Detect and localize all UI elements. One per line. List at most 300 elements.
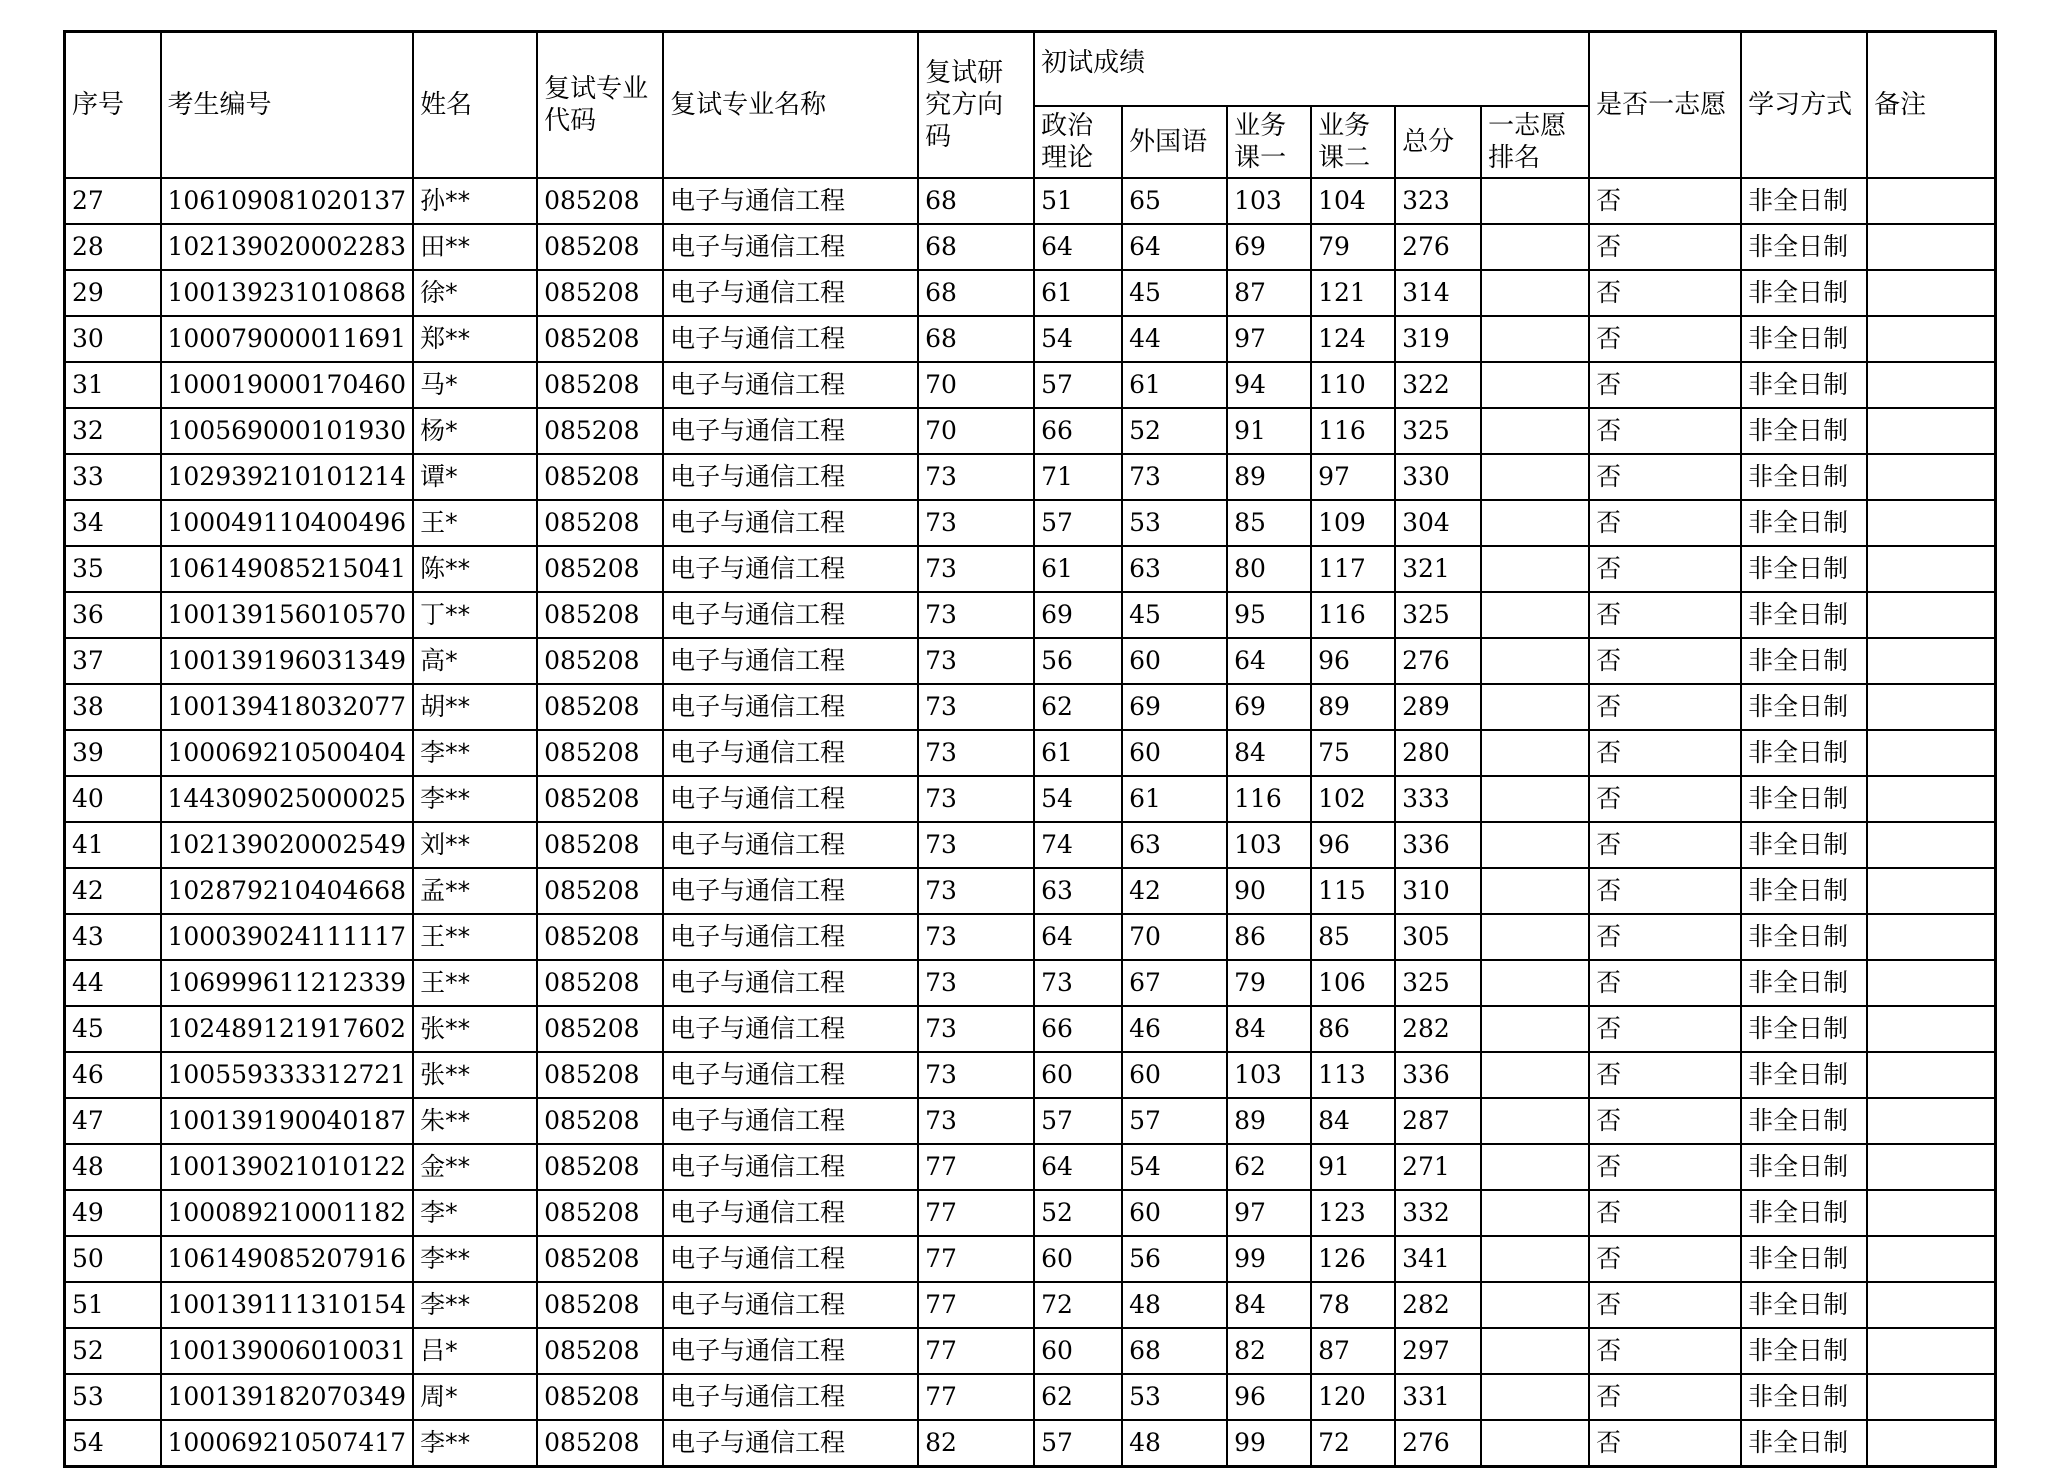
cell-is-first-choice: 否 xyxy=(1589,914,1741,960)
cell-direction-code: 77 xyxy=(918,1236,1034,1282)
cell-major-code: 085208 xyxy=(537,822,663,868)
cell-course1: 80 xyxy=(1227,546,1311,592)
cell-course1: 116 xyxy=(1227,776,1311,822)
cell-remarks xyxy=(1867,224,1995,270)
cell-total: 332 xyxy=(1395,1190,1481,1236)
cell-seq: 30 xyxy=(65,316,161,362)
cell-total: 310 xyxy=(1395,868,1481,914)
cell-exam-id: 102939210101214 xyxy=(161,454,414,500)
cell-name: 李** xyxy=(413,1420,537,1467)
cell-course2: 106 xyxy=(1311,960,1395,1006)
cell-total: 325 xyxy=(1395,592,1481,638)
cell-name: 田** xyxy=(413,224,537,270)
cell-politics: 73 xyxy=(1034,960,1122,1006)
cell-seq: 47 xyxy=(65,1098,161,1144)
cell-is-first-choice: 否 xyxy=(1589,178,1741,224)
table-row xyxy=(65,822,1996,868)
cell-politics: 74 xyxy=(1034,822,1122,868)
cell-major-name: 电子与通信工程 xyxy=(663,270,918,316)
cell-study-mode: 非全日制 xyxy=(1741,454,1867,500)
cell-seq: 27 xyxy=(65,178,161,224)
cell-course2: 113 xyxy=(1311,1052,1395,1098)
cell-foreign-lang: 57 xyxy=(1122,1098,1227,1144)
cell-course1: 99 xyxy=(1227,1236,1311,1282)
cell-major-code: 085208 xyxy=(537,592,663,638)
cell-politics: 57 xyxy=(1034,1098,1122,1144)
cell-politics: 64 xyxy=(1034,1144,1122,1190)
cell-politics: 51 xyxy=(1034,178,1122,224)
cell-exam-id: 102489121917602 xyxy=(161,1006,414,1052)
header-seq: 序号 xyxy=(65,32,161,178)
score-table-container xyxy=(63,30,1997,1468)
cell-exam-id: 100039024111117 xyxy=(161,914,414,960)
cell-direction-code: 73 xyxy=(918,1098,1034,1144)
cell-major-code: 085208 xyxy=(537,546,663,592)
cell-study-mode: 非全日制 xyxy=(1741,224,1867,270)
cell-is-first-choice: 否 xyxy=(1589,1190,1741,1236)
table-row xyxy=(65,1374,1996,1420)
cell-exam-id: 100069210507417 xyxy=(161,1420,414,1467)
cell-course2: 86 xyxy=(1311,1006,1395,1052)
cell-course1: 89 xyxy=(1227,1098,1311,1144)
cell-total: 280 xyxy=(1395,730,1481,776)
cell-first-choice-rank xyxy=(1481,868,1589,914)
cell-politics: 66 xyxy=(1034,1006,1122,1052)
cell-major-code: 085208 xyxy=(537,454,663,500)
cell-is-first-choice: 否 xyxy=(1589,270,1741,316)
cell-name: 金** xyxy=(413,1144,537,1190)
cell-foreign-lang: 56 xyxy=(1122,1236,1227,1282)
cell-name: 李** xyxy=(413,1236,537,1282)
cell-seq: 44 xyxy=(65,960,161,1006)
cell-politics: 57 xyxy=(1034,500,1122,546)
cell-major-code: 085208 xyxy=(537,914,663,960)
cell-major-name: 电子与通信工程 xyxy=(663,1144,918,1190)
cell-remarks xyxy=(1867,1006,1995,1052)
cell-remarks xyxy=(1867,1052,1995,1098)
cell-major-code: 085208 xyxy=(537,1420,663,1467)
table-row xyxy=(65,1144,1996,1190)
cell-name: 孙** xyxy=(413,178,537,224)
cell-direction-code: 73 xyxy=(918,454,1034,500)
cell-politics: 62 xyxy=(1034,684,1122,730)
cell-first-choice-rank xyxy=(1481,362,1589,408)
cell-major-name: 电子与通信工程 xyxy=(663,408,918,454)
cell-name: 孟** xyxy=(413,868,537,914)
cell-study-mode: 非全日制 xyxy=(1741,1374,1867,1420)
header-name: 姓名 xyxy=(413,32,537,178)
cell-first-choice-rank xyxy=(1481,1236,1589,1282)
cell-course1: 99 xyxy=(1227,1420,1311,1467)
cell-politics: 56 xyxy=(1034,638,1122,684)
table-row xyxy=(65,1098,1996,1144)
header-exam-id: 考生编号 xyxy=(161,32,414,178)
cell-major-name: 电子与通信工程 xyxy=(663,1328,918,1374)
cell-politics: 54 xyxy=(1034,776,1122,822)
cell-seq: 40 xyxy=(65,776,161,822)
table-body xyxy=(65,178,1996,1467)
cell-seq: 29 xyxy=(65,270,161,316)
cell-exam-id: 102879210404668 xyxy=(161,868,414,914)
cell-is-first-choice: 否 xyxy=(1589,1282,1741,1328)
cell-name: 谭* xyxy=(413,454,537,500)
cell-course2: 124 xyxy=(1311,316,1395,362)
header-remarks: 备注 xyxy=(1867,32,1995,178)
cell-major-name: 电子与通信工程 xyxy=(663,546,918,592)
cell-seq: 51 xyxy=(65,1282,161,1328)
cell-major-name: 电子与通信工程 xyxy=(663,1374,918,1420)
table-row xyxy=(65,730,1996,776)
cell-exam-id: 100139196031349 xyxy=(161,638,414,684)
cell-total: 325 xyxy=(1395,960,1481,1006)
cell-foreign-lang: 60 xyxy=(1122,1052,1227,1098)
table-row xyxy=(65,776,1996,822)
cell-course2: 87 xyxy=(1311,1328,1395,1374)
cell-study-mode: 非全日制 xyxy=(1741,1098,1867,1144)
table-row xyxy=(65,960,1996,1006)
cell-seq: 53 xyxy=(65,1374,161,1420)
cell-major-name: 电子与通信工程 xyxy=(663,776,918,822)
cell-study-mode: 非全日制 xyxy=(1741,822,1867,868)
cell-course1: 85 xyxy=(1227,500,1311,546)
cell-study-mode: 非全日制 xyxy=(1741,1006,1867,1052)
cell-politics: 60 xyxy=(1034,1052,1122,1098)
table-row xyxy=(65,1328,1996,1374)
cell-study-mode: 非全日制 xyxy=(1741,362,1867,408)
cell-foreign-lang: 53 xyxy=(1122,500,1227,546)
cell-total: 323 xyxy=(1395,178,1481,224)
cell-first-choice-rank xyxy=(1481,822,1589,868)
cell-total: 282 xyxy=(1395,1282,1481,1328)
cell-direction-code: 73 xyxy=(918,822,1034,868)
cell-foreign-lang: 60 xyxy=(1122,730,1227,776)
cell-course2: 96 xyxy=(1311,822,1395,868)
cell-first-choice-rank xyxy=(1481,914,1589,960)
cell-name: 张** xyxy=(413,1052,537,1098)
cell-is-first-choice: 否 xyxy=(1589,1006,1741,1052)
cell-remarks xyxy=(1867,546,1995,592)
header-course1: 业务课一 xyxy=(1227,106,1311,178)
cell-exam-id: 100139156010570 xyxy=(161,592,414,638)
cell-major-code: 085208 xyxy=(537,1282,663,1328)
cell-course1: 82 xyxy=(1227,1328,1311,1374)
header-direction-code: 复试研究方向码 xyxy=(918,32,1034,178)
cell-study-mode: 非全日制 xyxy=(1741,1236,1867,1282)
cell-name: 李** xyxy=(413,1282,537,1328)
cell-foreign-lang: 67 xyxy=(1122,960,1227,1006)
cell-major-name: 电子与通信工程 xyxy=(663,1006,918,1052)
cell-remarks xyxy=(1867,454,1995,500)
cell-seq: 37 xyxy=(65,638,161,684)
cell-major-code: 085208 xyxy=(537,408,663,454)
cell-politics: 57 xyxy=(1034,362,1122,408)
cell-major-code: 085208 xyxy=(537,1328,663,1374)
cell-total: 341 xyxy=(1395,1236,1481,1282)
cell-is-first-choice: 否 xyxy=(1589,592,1741,638)
cell-is-first-choice: 否 xyxy=(1589,1374,1741,1420)
cell-total: 282 xyxy=(1395,1006,1481,1052)
cell-name: 王* xyxy=(413,500,537,546)
cell-exam-id: 100139006010031 xyxy=(161,1328,414,1374)
cell-is-first-choice: 否 xyxy=(1589,500,1741,546)
cell-major-name: 电子与通信工程 xyxy=(663,1098,918,1144)
cell-foreign-lang: 60 xyxy=(1122,1190,1227,1236)
cell-course2: 120 xyxy=(1311,1374,1395,1420)
cell-exam-id: 100019000170460 xyxy=(161,362,414,408)
cell-seq: 52 xyxy=(65,1328,161,1374)
cell-first-choice-rank xyxy=(1481,684,1589,730)
cell-name: 吕* xyxy=(413,1328,537,1374)
cell-total: 321 xyxy=(1395,546,1481,592)
cell-is-first-choice: 否 xyxy=(1589,316,1741,362)
cell-direction-code: 77 xyxy=(918,1282,1034,1328)
cell-foreign-lang: 65 xyxy=(1122,178,1227,224)
cell-is-first-choice: 否 xyxy=(1589,776,1741,822)
cell-name: 胡** xyxy=(413,684,537,730)
cell-major-name: 电子与通信工程 xyxy=(663,638,918,684)
cell-course1: 69 xyxy=(1227,684,1311,730)
cell-first-choice-rank xyxy=(1481,1144,1589,1190)
cell-first-choice-rank xyxy=(1481,500,1589,546)
cell-name: 王** xyxy=(413,914,537,960)
cell-foreign-lang: 42 xyxy=(1122,868,1227,914)
cell-course2: 102 xyxy=(1311,776,1395,822)
cell-first-choice-rank xyxy=(1481,592,1589,638)
cell-is-first-choice: 否 xyxy=(1589,960,1741,1006)
cell-seq: 50 xyxy=(65,1236,161,1282)
table-row xyxy=(65,592,1996,638)
cell-study-mode: 非全日制 xyxy=(1741,1420,1867,1467)
cell-major-code: 085208 xyxy=(537,638,663,684)
table-row xyxy=(65,1282,1996,1328)
cell-exam-id: 100079000011691 xyxy=(161,316,414,362)
cell-remarks xyxy=(1867,730,1995,776)
cell-total: 276 xyxy=(1395,224,1481,270)
cell-direction-code: 68 xyxy=(918,316,1034,362)
cell-seq: 34 xyxy=(65,500,161,546)
cell-total: 333 xyxy=(1395,776,1481,822)
cell-name: 陈** xyxy=(413,546,537,592)
cell-is-first-choice: 否 xyxy=(1589,362,1741,408)
cell-seq: 35 xyxy=(65,546,161,592)
table-row xyxy=(65,1006,1996,1052)
cell-is-first-choice: 否 xyxy=(1589,638,1741,684)
cell-direction-code: 68 xyxy=(918,224,1034,270)
cell-study-mode: 非全日制 xyxy=(1741,914,1867,960)
cell-course2: 84 xyxy=(1311,1098,1395,1144)
cell-remarks xyxy=(1867,684,1995,730)
cell-study-mode: 非全日制 xyxy=(1741,178,1867,224)
cell-major-name: 电子与通信工程 xyxy=(663,592,918,638)
cell-course2: 109 xyxy=(1311,500,1395,546)
cell-seq: 39 xyxy=(65,730,161,776)
cell-major-code: 085208 xyxy=(537,1098,663,1144)
cell-name: 徐* xyxy=(413,270,537,316)
cell-first-choice-rank xyxy=(1481,1006,1589,1052)
cell-study-mode: 非全日制 xyxy=(1741,1328,1867,1374)
cell-name: 郑** xyxy=(413,316,537,362)
cell-total: 322 xyxy=(1395,362,1481,408)
cell-course2: 79 xyxy=(1311,224,1395,270)
cell-politics: 62 xyxy=(1034,1374,1122,1420)
cell-seq: 32 xyxy=(65,408,161,454)
cell-remarks xyxy=(1867,1190,1995,1236)
cell-first-choice-rank xyxy=(1481,224,1589,270)
header-is-first-choice: 是否一志愿 xyxy=(1589,32,1741,178)
cell-is-first-choice: 否 xyxy=(1589,822,1741,868)
cell-total: 314 xyxy=(1395,270,1481,316)
cell-direction-code: 73 xyxy=(918,1006,1034,1052)
cell-course1: 84 xyxy=(1227,1006,1311,1052)
header-total: 总分 xyxy=(1395,106,1481,178)
cell-major-code: 085208 xyxy=(537,1006,663,1052)
cell-politics: 66 xyxy=(1034,408,1122,454)
cell-seq: 45 xyxy=(65,1006,161,1052)
cell-major-code: 085208 xyxy=(537,868,663,914)
cell-major-code: 085208 xyxy=(537,684,663,730)
cell-is-first-choice: 否 xyxy=(1589,1144,1741,1190)
cell-is-first-choice: 否 xyxy=(1589,1098,1741,1144)
cell-total: 331 xyxy=(1395,1374,1481,1420)
cell-course1: 96 xyxy=(1227,1374,1311,1420)
cell-exam-id: 100569000101930 xyxy=(161,408,414,454)
cell-seq: 28 xyxy=(65,224,161,270)
cell-direction-code: 77 xyxy=(918,1328,1034,1374)
header-major-name: 复试专业名称 xyxy=(663,32,918,178)
cell-course1: 103 xyxy=(1227,178,1311,224)
table-row xyxy=(65,1236,1996,1282)
cell-course1: 103 xyxy=(1227,822,1311,868)
cell-study-mode: 非全日制 xyxy=(1741,546,1867,592)
cell-remarks xyxy=(1867,1098,1995,1144)
cell-foreign-lang: 46 xyxy=(1122,1006,1227,1052)
cell-major-name: 电子与通信工程 xyxy=(663,914,918,960)
cell-exam-id: 100139021010122 xyxy=(161,1144,414,1190)
cell-name: 马* xyxy=(413,362,537,408)
cell-foreign-lang: 63 xyxy=(1122,822,1227,868)
cell-foreign-lang: 68 xyxy=(1122,1328,1227,1374)
cell-name: 李* xyxy=(413,1190,537,1236)
cell-exam-id: 106149085207916 xyxy=(161,1236,414,1282)
cell-direction-code: 77 xyxy=(918,1144,1034,1190)
cell-seq: 31 xyxy=(65,362,161,408)
cell-seq: 36 xyxy=(65,592,161,638)
cell-first-choice-rank xyxy=(1481,960,1589,1006)
cell-politics: 71 xyxy=(1034,454,1122,500)
cell-direction-code: 73 xyxy=(918,500,1034,546)
cell-study-mode: 非全日制 xyxy=(1741,868,1867,914)
cell-name: 丁** xyxy=(413,592,537,638)
cell-seq: 38 xyxy=(65,684,161,730)
cell-major-name: 电子与通信工程 xyxy=(663,1190,918,1236)
cell-exam-id: 100139418032077 xyxy=(161,684,414,730)
cell-study-mode: 非全日制 xyxy=(1741,270,1867,316)
cell-course1: 84 xyxy=(1227,730,1311,776)
cell-seq: 49 xyxy=(65,1190,161,1236)
cell-is-first-choice: 否 xyxy=(1589,1420,1741,1467)
cell-direction-code: 70 xyxy=(918,362,1034,408)
cell-remarks xyxy=(1867,960,1995,1006)
cell-total: 325 xyxy=(1395,408,1481,454)
cell-exam-id: 100139182070349 xyxy=(161,1374,414,1420)
cell-name: 高* xyxy=(413,638,537,684)
cell-first-choice-rank xyxy=(1481,1328,1589,1374)
cell-course1: 89 xyxy=(1227,454,1311,500)
cell-course2: 121 xyxy=(1311,270,1395,316)
cell-first-choice-rank xyxy=(1481,454,1589,500)
cell-foreign-lang: 61 xyxy=(1122,362,1227,408)
cell-foreign-lang: 45 xyxy=(1122,270,1227,316)
cell-remarks xyxy=(1867,178,1995,224)
table-row xyxy=(65,638,1996,684)
cell-study-mode: 非全日制 xyxy=(1741,1190,1867,1236)
cell-exam-id: 144309025000025 xyxy=(161,776,414,822)
cell-course1: 94 xyxy=(1227,362,1311,408)
cell-course2: 75 xyxy=(1311,730,1395,776)
cell-remarks xyxy=(1867,638,1995,684)
cell-total: 297 xyxy=(1395,1328,1481,1374)
cell-major-name: 电子与通信工程 xyxy=(663,1236,918,1282)
cell-major-code: 085208 xyxy=(537,960,663,1006)
table-row xyxy=(65,546,1996,592)
cell-foreign-lang: 63 xyxy=(1122,546,1227,592)
cell-is-first-choice: 否 xyxy=(1589,224,1741,270)
cell-name: 张** xyxy=(413,1006,537,1052)
cell-total: 330 xyxy=(1395,454,1481,500)
cell-major-name: 电子与通信工程 xyxy=(663,960,918,1006)
cell-remarks xyxy=(1867,270,1995,316)
cell-direction-code: 82 xyxy=(918,1420,1034,1467)
cell-study-mode: 非全日制 xyxy=(1741,960,1867,1006)
cell-first-choice-rank xyxy=(1481,1052,1589,1098)
cell-total: 287 xyxy=(1395,1098,1481,1144)
cell-name: 李** xyxy=(413,730,537,776)
cell-direction-code: 73 xyxy=(918,960,1034,1006)
cell-seq: 43 xyxy=(65,914,161,960)
cell-first-choice-rank xyxy=(1481,316,1589,362)
cell-course1: 90 xyxy=(1227,868,1311,914)
cell-remarks xyxy=(1867,1144,1995,1190)
cell-major-name: 电子与通信工程 xyxy=(663,868,918,914)
cell-direction-code: 73 xyxy=(918,592,1034,638)
cell-study-mode: 非全日制 xyxy=(1741,1282,1867,1328)
cell-foreign-lang: 70 xyxy=(1122,914,1227,960)
cell-is-first-choice: 否 xyxy=(1589,1052,1741,1098)
cell-course2: 116 xyxy=(1311,592,1395,638)
cell-first-choice-rank xyxy=(1481,1098,1589,1144)
cell-first-choice-rank xyxy=(1481,730,1589,776)
cell-politics: 61 xyxy=(1034,730,1122,776)
cell-major-code: 085208 xyxy=(537,1190,663,1236)
table-row xyxy=(65,500,1996,546)
cell-seq: 33 xyxy=(65,454,161,500)
cell-foreign-lang: 64 xyxy=(1122,224,1227,270)
cell-direction-code: 73 xyxy=(918,730,1034,776)
cell-exam-id: 106109081020137 xyxy=(161,178,414,224)
header-row-top xyxy=(65,32,1996,106)
cell-major-code: 085208 xyxy=(537,362,663,408)
cell-course2: 117 xyxy=(1311,546,1395,592)
cell-remarks xyxy=(1867,316,1995,362)
cell-major-code: 085208 xyxy=(537,178,663,224)
cell-politics: 69 xyxy=(1034,592,1122,638)
table-row xyxy=(65,178,1996,224)
cell-remarks xyxy=(1867,868,1995,914)
cell-foreign-lang: 69 xyxy=(1122,684,1227,730)
table-row xyxy=(65,1190,1996,1236)
cell-major-name: 电子与通信工程 xyxy=(663,224,918,270)
cell-major-name: 电子与通信工程 xyxy=(663,1052,918,1098)
